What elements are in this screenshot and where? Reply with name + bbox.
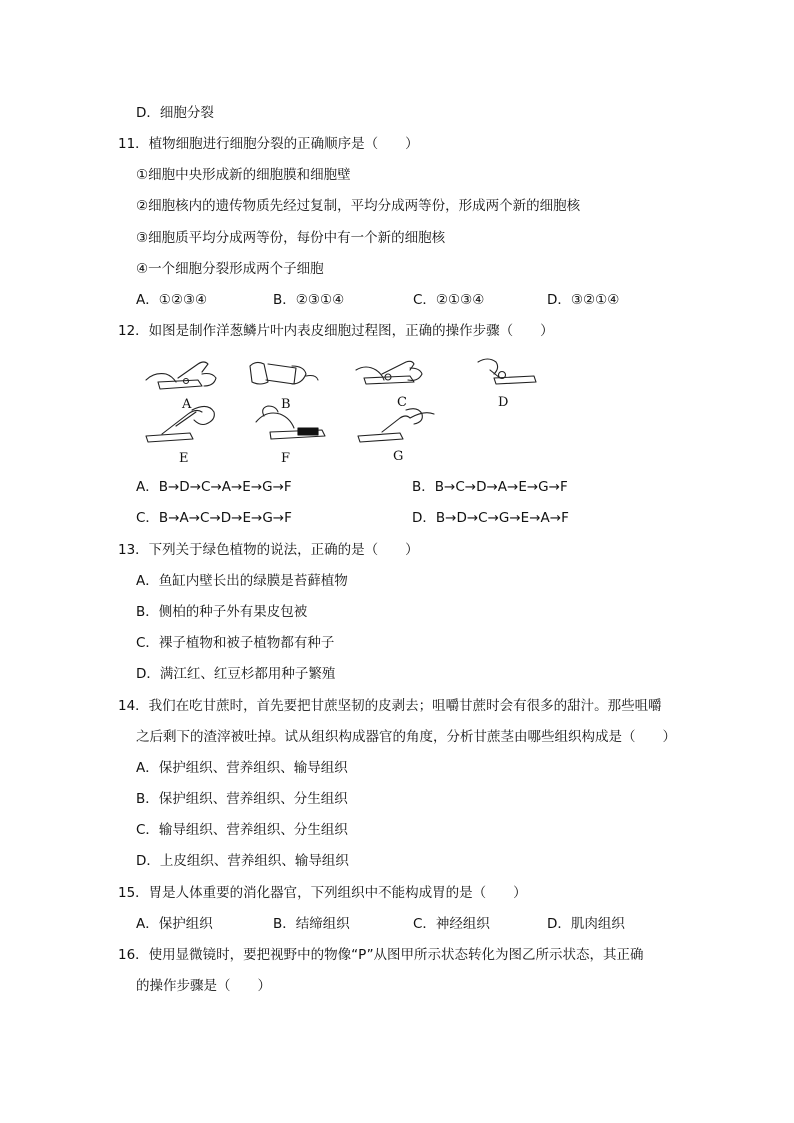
q12-steps-illustration <box>138 352 558 470</box>
step-c-drawing <box>356 361 422 384</box>
q12-option-b: B．B→C→D→A→E→G→F <box>412 479 568 495</box>
q14-stem-line-1: 14．我们在吃甘蔗时，首先要把甘蔗坚韧的皮剥去；咀嚼甘蔗时会有很多的甜汁。那些咀嚼 <box>118 698 662 714</box>
q15-stem: 15．胃是人体重要的消化器官，下列组织中不能构成胃的是（ ） <box>118 885 527 901</box>
q11-item-2: ②细胞核内的遗传物质先经过复制，平均分成两等份，形成两个新的细胞核 <box>136 198 581 214</box>
q11-option-d: D．③②①④ <box>547 292 620 308</box>
q14-option-b: B．保护组织、营养组织、分生组织 <box>136 791 348 807</box>
q13-option-d: D．满江红、红豆杉都用种子繁殖 <box>136 666 336 682</box>
q11-option-a: A．①②③④ <box>136 292 208 308</box>
step-a-drawing <box>146 362 216 389</box>
q12-figure <box>138 352 558 470</box>
q14-option-d: D．上皮组织、营养组织、输导组织 <box>136 853 349 869</box>
q12-option-a: A．B→D→C→A→E→G→F <box>136 479 292 495</box>
label-e: E <box>179 451 189 466</box>
q12-stem: 12．如图是制作洋葱鳞片叶内表皮细胞过程图，正确的操作步骤（ ） <box>118 323 554 339</box>
label-b: B <box>281 397 291 412</box>
q14-stem-line-2: 之后剩下的渣滓被吐掉。试从组织构成器官的角度，分析甘蔗茎由哪些组织构成是（ ） <box>136 729 676 745</box>
step-b-drawing <box>250 362 318 384</box>
q10-option-d: D．细胞分裂 <box>136 105 214 121</box>
q11-item-4: ④一个细胞分裂形成两个子细胞 <box>136 261 324 277</box>
q16-stem-line-2: 的操作步骤是（ ） <box>136 978 271 994</box>
q12-option-d: D．B→D→C→G→E→A→F <box>412 510 569 526</box>
q14-option-c: C．输导组织、营养组织、分生组织 <box>136 822 348 838</box>
q13-option-b: B．侧柏的种子外有果皮包被 <box>136 604 308 620</box>
step-e-drawing <box>146 406 214 442</box>
q15-option-c: C．神经组织 <box>413 916 490 932</box>
label-f: F <box>281 451 291 466</box>
step-g-drawing <box>358 409 434 442</box>
q13-option-a: A．鱼缸内壁长出的绿膜是苔藓植物 <box>136 573 348 589</box>
q16-stem-line-1: 16．使用显微镜时，要把视野中的物像“P”从图甲所示状态转化为图乙所示状态，其正确 <box>118 947 644 963</box>
q11-stem: 11．植物细胞进行细胞分裂的正确顺序是（ ） <box>118 136 419 152</box>
label-a: A <box>182 397 192 412</box>
q14-option-a: A．保护组织、营养组织、输导组织 <box>136 760 348 776</box>
step-f-blot <box>298 428 318 435</box>
label-d: D <box>498 395 509 410</box>
q13-option-c: C．裸子植物和被子植物都有种子 <box>136 635 335 651</box>
q11-item-1: ①细胞中央形成新的细胞膜和细胞壁 <box>136 167 351 183</box>
q13-stem: 13．下列关于绿色植物的说法，正确的是（ ） <box>118 542 419 558</box>
q15-option-d: D．肌肉组织 <box>547 916 625 932</box>
q11-option-c: C．②①③④ <box>413 292 485 308</box>
label-c: C <box>397 395 407 410</box>
q11-option-b: B．②③①④ <box>273 292 345 308</box>
q12-option-c: C．B→A→C→D→E→G→F <box>136 510 292 526</box>
label-g: G <box>393 449 404 464</box>
q11-item-3: ③细胞质平均分成两等份，每份中有一个新的细胞核 <box>136 230 446 246</box>
q15-option-b: B．结缔组织 <box>273 916 350 932</box>
q15-option-a: A．保护组织 <box>136 916 213 932</box>
step-d-drawing <box>478 359 536 384</box>
